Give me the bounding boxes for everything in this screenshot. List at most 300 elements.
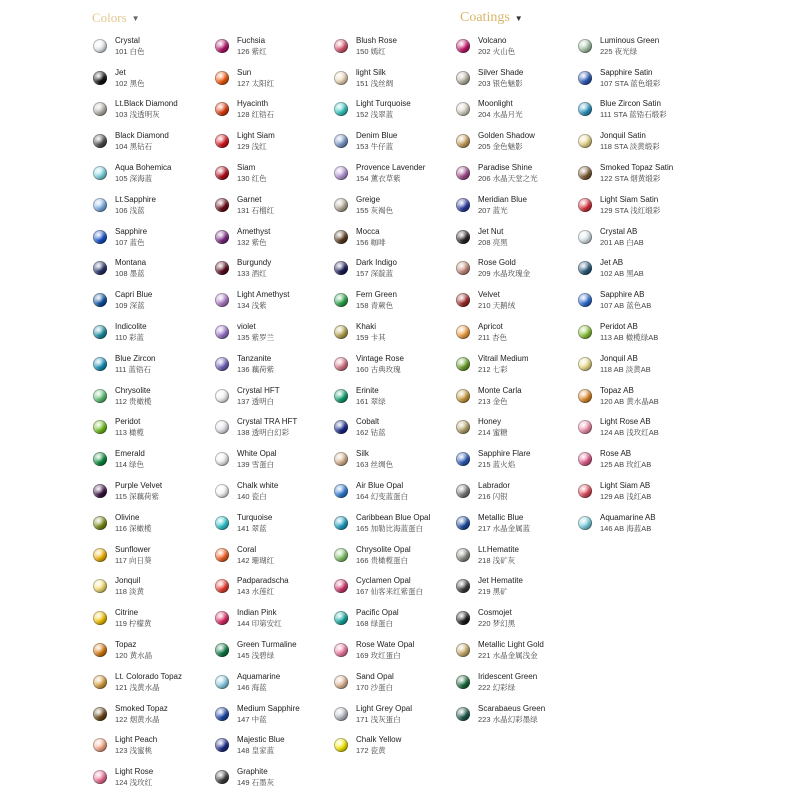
swatch-item[interactable] (456, 539, 545, 571)
swatch-label (237, 194, 274, 216)
swatch-name: Light Grey Opal (356, 703, 413, 713)
swatch-item[interactable] (578, 443, 673, 475)
crystal-swatch-icon (215, 611, 229, 625)
swatch-name: Purple Velvet (115, 481, 163, 491)
swatch-item[interactable] (215, 412, 300, 444)
swatch-item[interactable] (456, 94, 545, 126)
crystal-swatch-icon (456, 707, 470, 721)
swatch-code: 132 紫色 (237, 237, 267, 247)
swatch-name: Vitrail Medium (478, 353, 529, 363)
coatings-column-1 (456, 30, 545, 730)
swatch-item[interactable] (578, 30, 673, 62)
swatch-name: Blush Rose (356, 35, 397, 45)
swatch-label (115, 162, 171, 184)
swatch-item[interactable] (578, 316, 673, 348)
swatch-name: Lt.Black Diamond (115, 99, 178, 109)
swatch-item[interactable] (334, 602, 430, 634)
swatch-item[interactable] (215, 666, 300, 698)
swatch-item[interactable] (578, 475, 673, 507)
swatch-item[interactable] (456, 157, 545, 189)
swatch-label (237, 512, 272, 534)
swatch-code: 163 丝绸色 (356, 460, 394, 470)
swatch-code: 215 蓝火焰 (478, 460, 516, 470)
crystal-swatch-icon (334, 198, 348, 212)
swatch-item[interactable] (578, 412, 673, 444)
swatch-label (237, 639, 297, 661)
swatch-label (478, 289, 515, 311)
colors-header[interactable] (92, 8, 140, 28)
swatch-label (478, 194, 527, 216)
crystal-swatch-icon (456, 102, 470, 116)
swatch-item[interactable] (215, 253, 300, 285)
swatch-item[interactable] (93, 539, 182, 571)
swatch-name: Cosmojet (478, 608, 512, 618)
crystal-swatch-icon (578, 230, 592, 244)
swatch-item[interactable] (93, 634, 182, 666)
swatch-name: Sun (237, 67, 252, 77)
swatch-item[interactable] (334, 157, 430, 189)
swatch-name: Luminous Green (600, 35, 660, 45)
swatch-item[interactable] (334, 730, 430, 762)
swatch-name: Golden Shadow (478, 131, 535, 141)
swatch-name: Majestic Blue (237, 735, 285, 745)
swatch-item[interactable] (93, 761, 182, 793)
swatch-label (478, 639, 544, 661)
swatch-name: Hyacinth (237, 99, 269, 109)
swatch-item[interactable] (93, 730, 182, 762)
crystal-swatch-icon (215, 134, 229, 148)
crystal-swatch-icon (578, 166, 592, 180)
swatch-item[interactable] (93, 62, 182, 94)
swatch-code: 153 牛仔蓝 (356, 142, 394, 152)
swatch-label (356, 734, 401, 756)
swatch-item[interactable] (215, 30, 300, 62)
swatch-item[interactable] (93, 30, 182, 62)
swatch-item[interactable] (578, 62, 673, 94)
swatch-item[interactable] (334, 539, 430, 571)
swatch-name: Garnet (237, 194, 262, 204)
swatch-label (600, 448, 651, 470)
swatch-item[interactable] (215, 221, 300, 253)
crystal-swatch-icon (93, 166, 107, 180)
crystal-swatch-icon (215, 230, 229, 244)
swatch-label (115, 289, 152, 311)
swatch-code: 168 绿蛋白 (356, 619, 394, 629)
swatch-item[interactable] (456, 316, 545, 348)
crystal-swatch-icon (93, 357, 107, 371)
swatch-item[interactable] (578, 507, 673, 539)
swatch-label (356, 162, 425, 184)
swatch-code: 203 银色魅影 (478, 78, 523, 88)
swatch-label (478, 257, 530, 279)
swatch-item[interactable] (456, 443, 545, 475)
swatch-item[interactable] (215, 571, 300, 603)
swatch-label (600, 194, 660, 216)
swatch-item[interactable] (334, 348, 430, 380)
swatch-label (237, 385, 280, 407)
swatch-item[interactable] (334, 571, 430, 603)
swatch-item[interactable] (93, 189, 182, 221)
swatch-item[interactable] (215, 380, 300, 412)
swatch-code: 121 浅黄水晶 (115, 682, 160, 692)
swatch-code: 124 浅玫红 (115, 778, 153, 788)
swatch-item[interactable] (215, 507, 300, 539)
crystal-swatch-icon (578, 389, 592, 403)
swatch-item[interactable] (93, 157, 182, 189)
swatch-name: Aquamarine (237, 671, 281, 681)
swatch-label (115, 607, 152, 629)
crystal-swatch-icon (215, 675, 229, 689)
swatch-item[interactable] (215, 475, 300, 507)
swatch-item[interactable] (456, 571, 545, 603)
swatch-code: 162 钴蓝 (356, 428, 386, 438)
swatch-item[interactable] (456, 634, 545, 666)
swatch-name: Scarabaeus Green (478, 703, 546, 713)
crystal-swatch-icon (578, 420, 592, 434)
swatch-label (237, 162, 267, 184)
swatch-item[interactable] (215, 348, 300, 380)
swatch-item[interactable] (215, 62, 300, 94)
swatch-label (356, 257, 397, 279)
crystal-swatch-icon (334, 39, 348, 53)
swatch-label (237, 98, 274, 120)
crystal-swatch-icon (456, 611, 470, 625)
swatch-code: 133 酒红 (237, 269, 267, 279)
swatch-item[interactable] (93, 380, 182, 412)
swatch-item[interactable] (93, 412, 182, 444)
swatch-item[interactable] (215, 730, 300, 762)
swatch-item[interactable] (93, 666, 182, 698)
swatch-item[interactable] (334, 666, 430, 698)
swatch-label (356, 639, 414, 661)
crystal-swatch-icon (456, 357, 470, 371)
crystal-swatch-icon (334, 261, 348, 275)
swatch-name: Iridescent Green (478, 671, 538, 681)
crystal-swatch-icon (334, 357, 348, 371)
crystal-swatch-icon (334, 452, 348, 466)
crystal-swatch-icon (334, 548, 348, 562)
crystal-swatch-icon (578, 39, 592, 53)
swatch-label (237, 321, 274, 343)
swatch-name: Cobalt (356, 417, 380, 427)
swatch-code: 223 水晶幻彩墨绿 (478, 714, 538, 724)
swatch-label (237, 257, 271, 279)
swatch-label (237, 734, 285, 756)
swatch-item[interactable] (93, 507, 182, 539)
colors-column-1 (93, 30, 182, 793)
swatch-item[interactable] (215, 539, 300, 571)
crystal-swatch-icon (93, 770, 107, 784)
swatch-name: Erinite (356, 385, 379, 395)
swatch-label (478, 130, 535, 152)
swatch-name: Amethyst (237, 226, 271, 236)
swatch-code: 155 灰褐色 (356, 205, 394, 215)
swatch-item[interactable] (456, 189, 545, 221)
crystal-swatch-icon (456, 643, 470, 657)
swatch-code: 166 贵橄榄蛋白 (356, 555, 409, 565)
swatch-code: 107 STA 蓝色缎彩 (600, 78, 661, 88)
swatch-name: Lt. Colorado Topaz (115, 671, 183, 681)
colors-column-3 (334, 30, 430, 761)
coatings-header[interactable] (460, 8, 523, 28)
swatch-item[interactable] (334, 253, 430, 285)
swatch-item[interactable] (93, 698, 182, 730)
swatch-item[interactable] (334, 125, 430, 157)
swatch-item[interactable] (578, 94, 673, 126)
swatch-code: 135 紫罗兰 (237, 333, 275, 343)
crystal-swatch-icon (215, 516, 229, 530)
crystal-swatch-icon (456, 579, 470, 593)
swatch-item[interactable] (334, 221, 430, 253)
swatch-label (237, 416, 297, 438)
swatch-item[interactable] (93, 571, 182, 603)
swatch-item[interactable] (93, 253, 182, 285)
swatch-label (237, 448, 277, 470)
swatch-label (115, 130, 169, 152)
swatch-label (600, 512, 656, 534)
swatch-name: Moonlight (478, 99, 513, 109)
swatch-item[interactable] (215, 602, 300, 634)
swatch-name: Sapphire Flare (478, 449, 531, 459)
swatch-item[interactable] (456, 62, 545, 94)
swatch-name: Light Siam Satin (600, 194, 659, 204)
swatch-item[interactable] (456, 698, 545, 730)
swatch-code: 106 浅蓝 (115, 205, 145, 215)
swatch-code: 213 金色 (478, 396, 508, 406)
swatch-item[interactable] (334, 698, 430, 730)
crystal-swatch-icon (93, 707, 107, 721)
swatch-item[interactable] (456, 507, 545, 539)
swatch-label (478, 353, 529, 375)
swatch-item[interactable] (578, 221, 673, 253)
swatch-label (115, 35, 145, 57)
swatch-label (237, 353, 274, 375)
swatch-name: Provence Lavender (356, 163, 426, 173)
swatch-name: Metallic Light Gold (478, 640, 544, 650)
crystal-swatch-icon (578, 452, 592, 466)
swatch-name: Jonquil (115, 576, 141, 586)
swatch-code: 211 杏色 (478, 333, 508, 343)
swatch-item[interactable] (93, 602, 182, 634)
swatch-item[interactable] (456, 666, 545, 698)
swatch-item[interactable] (334, 316, 430, 348)
swatch-item[interactable] (334, 475, 430, 507)
caret-down-icon: ▼ (131, 13, 140, 23)
swatch-item[interactable] (93, 475, 182, 507)
crystal-swatch-icon (93, 39, 107, 53)
swatch-item[interactable] (578, 157, 673, 189)
swatch-label (115, 257, 146, 279)
swatch-name: Light Amethyst (237, 290, 290, 300)
swatch-label (478, 321, 507, 343)
crystal-swatch-icon (578, 516, 592, 530)
swatch-name: Siam (237, 163, 256, 173)
crystal-swatch-icon (578, 134, 592, 148)
swatch-label (356, 226, 386, 248)
swatch-item[interactable] (578, 284, 673, 316)
swatch-code: 102 AB 黑AB (600, 269, 644, 279)
swatch-code: 120 AB 黄水晶AB (600, 396, 659, 406)
crystal-swatch-icon (334, 707, 348, 721)
crystal-swatch-icon (578, 71, 592, 85)
swatch-item[interactable] (456, 253, 545, 285)
swatch-name: Light Rose AB (600, 417, 651, 427)
swatch-item[interactable] (215, 94, 300, 126)
swatch-name: Metallic Blue (478, 512, 524, 522)
swatch-item[interactable] (456, 30, 545, 62)
swatch-name: Chrysolite Opal (356, 544, 411, 554)
swatch-item[interactable] (215, 443, 300, 475)
swatch-code: 125 AB 玫红AB (600, 460, 652, 470)
swatch-name: Tanzanite (237, 353, 272, 363)
swatch-item[interactable] (578, 348, 673, 380)
swatch-code: 167 仙客来红紫蛋白 (356, 587, 424, 597)
swatch-code: 123 浅蜜桃 (115, 746, 153, 756)
swatch-item[interactable] (456, 125, 545, 157)
swatch-name: Jonquil AB (600, 353, 638, 363)
swatch-name: Chrysolite (115, 385, 151, 395)
crystal-swatch-icon (215, 770, 229, 784)
swatch-item[interactable] (334, 30, 430, 62)
swatch-code: 221 水晶金属浅金 (478, 651, 538, 661)
swatch-item[interactable] (93, 316, 182, 348)
swatch-item[interactable] (334, 380, 430, 412)
swatch-label (237, 226, 270, 248)
swatch-label (478, 575, 523, 597)
swatch-item[interactable] (215, 698, 300, 730)
swatch-label (237, 35, 267, 57)
crystal-swatch-icon (456, 39, 470, 53)
swatch-name: Rose AB (600, 449, 632, 459)
swatch-name: Rose Wate Opal (356, 640, 415, 650)
swatch-label (237, 703, 300, 725)
crystal-swatch-icon (215, 452, 229, 466)
crystal-swatch-icon (215, 102, 229, 116)
crystal-swatch-icon (93, 452, 107, 466)
swatch-name: Khaki (356, 322, 377, 332)
swatch-item[interactable] (456, 284, 545, 316)
swatch-item[interactable] (215, 634, 300, 666)
crystal-swatch-icon (215, 293, 229, 307)
swatch-item[interactable] (334, 94, 430, 126)
swatch-item[interactable] (456, 475, 545, 507)
swatch-label (356, 194, 393, 216)
crystal-swatch-icon (93, 198, 107, 212)
crystal-swatch-icon (93, 134, 107, 148)
swatch-item[interactable] (334, 412, 430, 444)
swatch-item[interactable] (578, 189, 673, 221)
swatch-label (478, 385, 522, 407)
crystal-swatch-icon (215, 643, 229, 657)
swatch-label (115, 385, 152, 407)
swatch-item[interactable] (334, 443, 430, 475)
swatch-item[interactable] (334, 189, 430, 221)
swatch-name: Citrine (115, 608, 139, 618)
swatch-label (356, 130, 397, 152)
swatch-item[interactable] (578, 253, 673, 285)
swatch-item[interactable] (93, 125, 182, 157)
swatch-item[interactable] (93, 221, 182, 253)
crystal-swatch-icon (578, 357, 592, 371)
swatch-code: 216 闪银 (478, 492, 508, 502)
swatch-item[interactable] (578, 125, 673, 157)
swatch-code: 139 雪蛋白 (237, 460, 275, 470)
crystal-swatch-icon (334, 134, 348, 148)
crystal-swatch-icon (578, 198, 592, 212)
swatch-item[interactable] (456, 348, 545, 380)
swatch-item[interactable] (93, 443, 182, 475)
swatch-name: Denim Blue (356, 131, 398, 141)
swatch-code: 202 火山色 (478, 46, 516, 56)
swatch-code: 217 水晶金属蓝 (478, 523, 531, 533)
swatch-item[interactable] (93, 94, 182, 126)
swatch-code: 103 浅透明灰 (115, 110, 160, 120)
swatch-label (478, 35, 515, 57)
crystal-swatch-icon (456, 71, 470, 85)
swatch-code: 138 透明白幻彩 (237, 428, 290, 438)
swatch-item[interactable] (456, 380, 545, 412)
swatch-item[interactable] (93, 284, 182, 316)
swatch-name: Emerald (115, 449, 145, 459)
swatch-name: Sapphire AB (600, 290, 645, 300)
swatch-item[interactable] (215, 761, 300, 793)
swatch-item[interactable] (215, 157, 300, 189)
swatch-code: 107 蓝色 (115, 237, 145, 247)
swatch-name: Fuchsia (237, 35, 266, 45)
swatch-code: 207 蓝光 (478, 205, 508, 215)
swatch-name: Peridot (115, 417, 141, 427)
swatch-item[interactable] (215, 125, 300, 157)
swatch-item[interactable] (456, 221, 545, 253)
swatch-label (115, 703, 168, 725)
swatch-item[interactable] (215, 189, 300, 221)
swatch-code: 218 浅矿灰 (478, 555, 516, 565)
swatch-label (237, 480, 278, 502)
swatch-name: Aqua Bohemica (115, 163, 172, 173)
swatch-label (600, 385, 659, 407)
swatch-label (237, 289, 289, 311)
crystal-swatch-icon (215, 420, 229, 434)
swatch-code: 104 黑钻石 (115, 142, 153, 152)
swatch-item[interactable] (215, 316, 300, 348)
swatch-item[interactable] (456, 602, 545, 634)
swatch-code: 209 水晶玫瑰金 (478, 269, 531, 279)
swatch-name: Aquamarine AB (600, 512, 656, 522)
swatch-name: Fern Green (356, 290, 397, 300)
swatch-item[interactable] (456, 412, 545, 444)
swatch-label (237, 130, 275, 152)
swatch-label (600, 98, 667, 120)
swatch-item[interactable] (93, 348, 182, 380)
swatch-label (600, 35, 659, 57)
swatch-code: 111 蓝锆石 (115, 364, 151, 374)
swatch-item[interactable] (578, 380, 673, 412)
swatch-item[interactable] (334, 634, 430, 666)
swatch-item[interactable] (334, 62, 430, 94)
crystal-swatch-icon (456, 452, 470, 466)
swatch-code: 102 黑色 (115, 78, 145, 88)
swatch-name: Light Siam (237, 131, 275, 141)
swatch-label (115, 194, 156, 216)
swatch-name: Paradise Shine (478, 163, 533, 173)
swatch-item[interactable] (215, 284, 300, 316)
swatch-name: Graphite (237, 767, 268, 777)
swatch-item[interactable] (334, 284, 430, 316)
swatch-label (356, 289, 397, 311)
swatch-code: 130 红色 (237, 174, 267, 184)
swatch-item[interactable] (334, 507, 430, 539)
crystal-swatch-icon (334, 611, 348, 625)
